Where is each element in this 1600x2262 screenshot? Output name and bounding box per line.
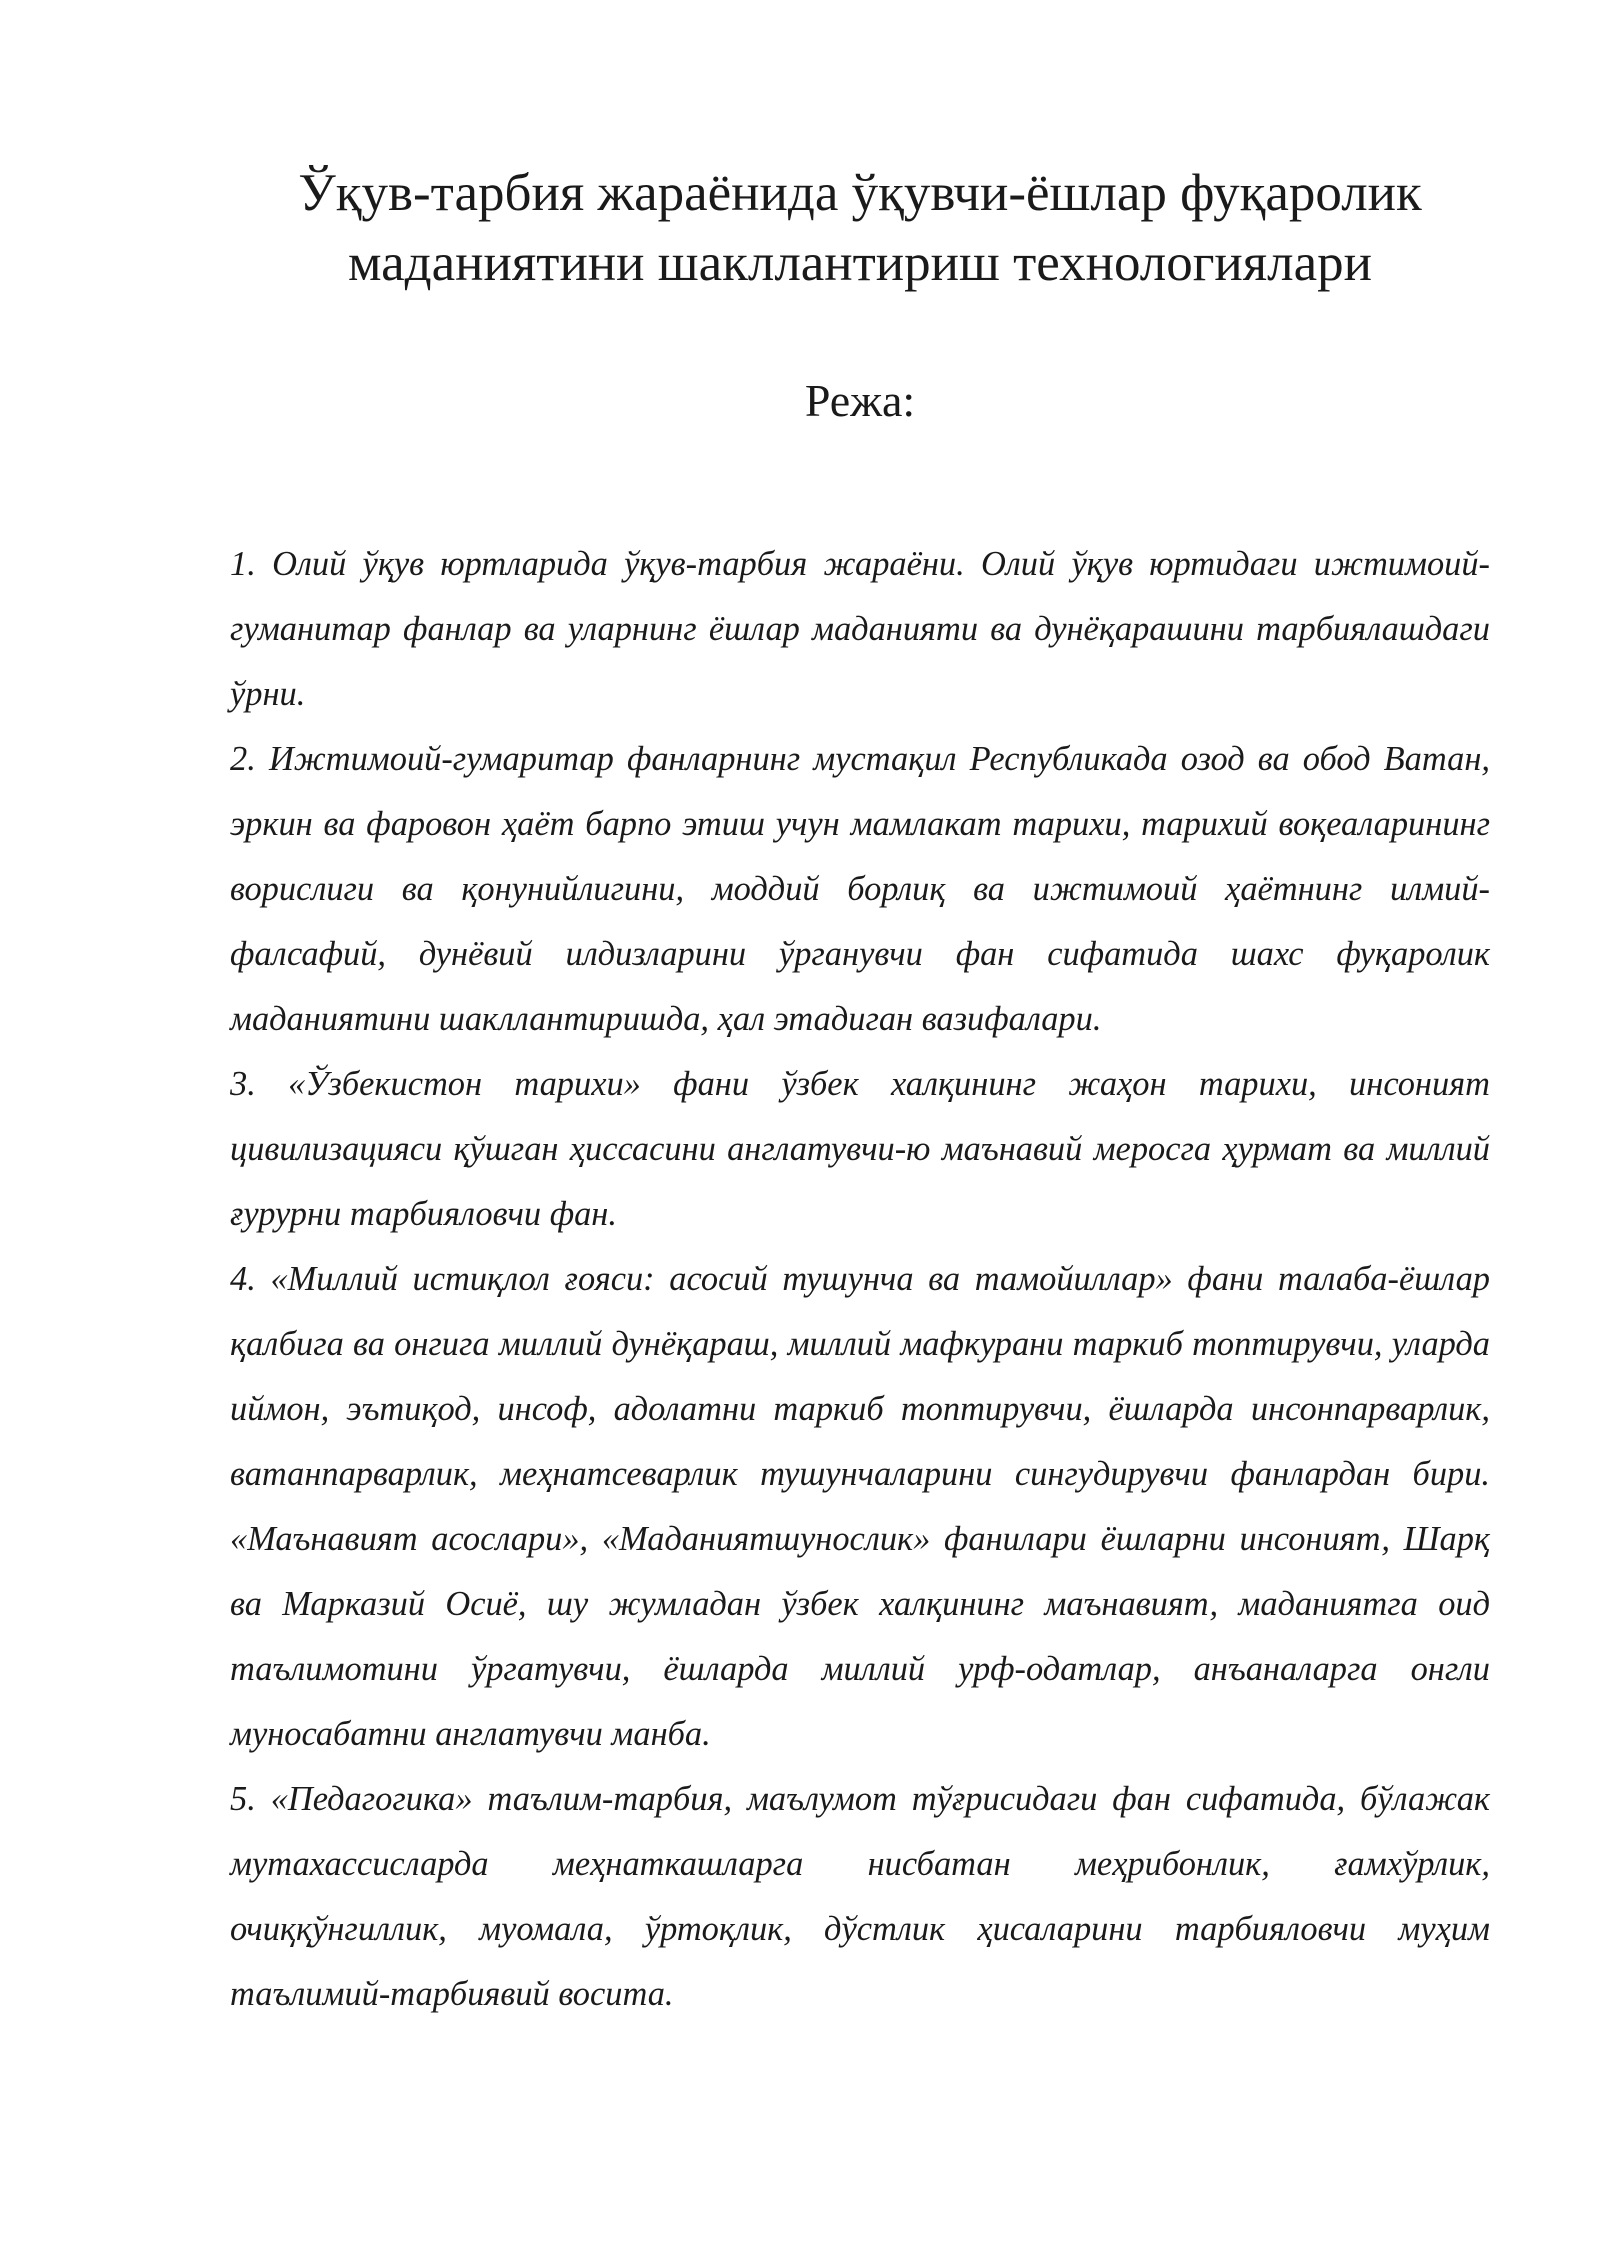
document-title: [200, 158, 1520, 298]
plan-item-1: 1. Олий ўқув юртларида ўқув-тарбия жараёни. Олий ўқув юртидаги ижтимоий-гуманитар фанлар ва уларнинг ёшлар маданияти ва дунёқарашини тарбиялашдаги ўрни.: [230, 545, 1490, 713]
plan-item-2: 2. Ижтимоий-гумаритар фанларнинг мустақил Республикада озод ва обод Ватан, эркин ва фаровон ҳаёт барпо этиш учун мамлакат тарихи, тарихий воқеаларининг ворислиги ва қонунийлигини, моддий борлиқ ва ижтимоий ҳаётнинг илмий-фалсафий, дунёвий илдизларини ўрганувчи фан сифатида шахс фуқаролик маданиятини шакллантиришда, ҳал этадиган вазифалари.: [230, 740, 1490, 1038]
document-title-line-1: Ўқув-тарбия жараёнида ўқувчи-ёшлар фуқаролик: [298, 164, 1422, 222]
plan-item-4: 4. «Миллий истиқлол ғояси: асосий тушунча ва тамойиллар» фани талаба-ёшлар қалбига ва онгига миллий дунёқараш, миллий мафкурани таркиб топтирувчи, уларда иймон, эътиқод, инсоф, адолатни таркиб топтирувчи, ёшларда инсонпарварлик, ватанпарварлик, меҳнатсеварлик тушунчаларини сингудирувчи фанлардан бири. «Маънавият асослари», «Маданиятшунослик» фанилари ёшларни инсоният, Шарқ ва Марказий Осиё, шу жумладан ўзбек халқининг маънавият, маданиятга оид таълимотини ўргатувчи, ёшларда миллий урф-одатлар, анъаналарга онгли муносабатни англатувчи манба.: [230, 1260, 1490, 1753]
plan-item-5: 5. «Педагогика» таълим-тарбия, маълумот тўғрисидаги фан сифатида, бўлажак мутахассисларда меҳнаткашларга нисбатан меҳрибонлик, ғамхўрлик, очиққўнгиллик, муомала, ўртоқлик, дўстлик ҳисаларини тарбияловчи муҳим таълимий-тарбиявий восита.: [230, 1780, 1490, 2013]
plan-item-3: 3. «Ўзбекистон тарихи» фани ўзбек халқининг жаҳон тарихи, инсоният цивилизацияси қўшган ҳиссасини англатувчи-ю маънавий меросга ҳурмат ва миллий ғурурни тарбияловчи фан.: [230, 1065, 1490, 1233]
plan-list: [230, 532, 1490, 2027]
document-title-line-2: маданиятини шакллантириш технологиялари: [347, 234, 1373, 292]
plan-heading: Режа:: [804, 375, 916, 426]
